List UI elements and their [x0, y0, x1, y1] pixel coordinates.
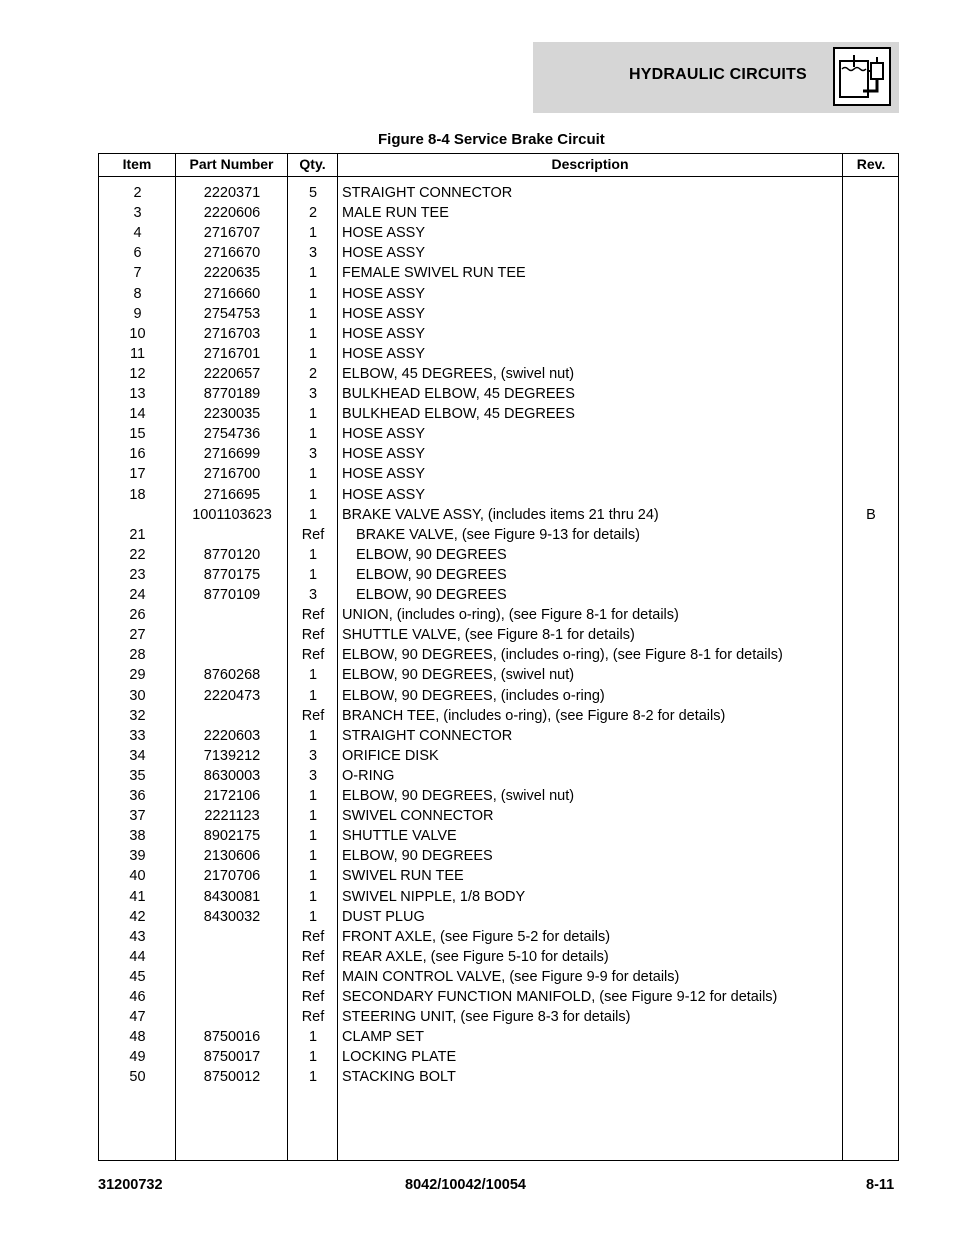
qty-cell: Ref	[301, 707, 325, 724]
item-cell: 14	[129, 406, 146, 423]
table-row	[99, 424, 898, 444]
part-number-cell: 2716700	[203, 466, 261, 483]
table-row	[99, 203, 898, 223]
qty-cell: Ref	[301, 607, 325, 624]
table-row	[99, 967, 898, 987]
item-cell: 33	[129, 727, 146, 744]
table-row	[99, 364, 898, 384]
description-cell: SHUTTLE VALVE	[342, 828, 457, 845]
description-cell: MALE RUN TEE	[342, 205, 449, 222]
qty-cell: 3	[308, 386, 318, 402]
item-cell: 28	[129, 647, 146, 664]
part-number-cell: 8630003	[203, 767, 261, 784]
part-number-cell: 2230035	[203, 406, 261, 423]
parts-table	[98, 153, 899, 1161]
item-cell: 2	[133, 185, 142, 201]
item-cell: 47	[129, 1009, 146, 1026]
table-row	[99, 324, 898, 344]
part-number-cell: 2220635	[203, 265, 261, 282]
description-cell: ELBOW, 90 DEGREES, (swivel nut)	[342, 667, 575, 684]
qty-cell: Ref	[301, 968, 325, 985]
item-cell: 36	[129, 788, 146, 804]
table-row	[99, 665, 898, 685]
table-row	[99, 1027, 898, 1047]
part-number-cell: 2716695	[203, 486, 261, 503]
table-row	[99, 907, 898, 927]
qty-cell: 1	[308, 1029, 318, 1046]
table-row	[99, 625, 898, 645]
table-row	[99, 525, 898, 545]
part-number-cell: 2754753	[203, 305, 261, 322]
part-number-cell: 8770189	[203, 386, 261, 402]
qty-cell: 1	[308, 546, 318, 563]
table-row	[99, 1047, 898, 1067]
part-number-cell: 8750016	[203, 1029, 261, 1046]
column-header-qty: Qty.	[299, 156, 326, 172]
description-cell: DUST PLUG	[342, 908, 425, 925]
description-cell: UNION, (includes o-ring), (see Figure 8-1 for details)	[342, 607, 679, 624]
description-cell: HOSE ASSY	[342, 345, 426, 362]
description-cell: HOSE ASSY	[342, 325, 426, 342]
qty-cell: 1	[308, 1069, 318, 1086]
qty-cell: 3	[308, 767, 318, 784]
qty-cell: 1	[308, 486, 318, 503]
qty-cell: 3	[308, 747, 318, 764]
column-header-description: Description	[551, 156, 629, 172]
rev-cell: B	[866, 506, 876, 523]
item-cell: 7	[133, 265, 142, 282]
item-cell: 27	[129, 627, 146, 644]
part-number-cell: 2221123	[204, 808, 260, 825]
item-cell: 41	[129, 888, 146, 905]
qty-cell: 1	[308, 265, 318, 282]
part-number-cell: 2170706	[203, 868, 261, 885]
description-cell: SHUTTLE VALVE, (see Figure 8-1 for details)	[342, 627, 635, 644]
item-cell: 38	[129, 828, 146, 845]
qty-cell: 1	[308, 687, 318, 704]
table-row	[99, 485, 898, 505]
part-number-cell: 2130606	[203, 848, 261, 865]
item-cell: 9	[133, 305, 142, 322]
part-number-cell: 8750012	[203, 1069, 261, 1086]
table-row	[99, 243, 898, 263]
header-divider	[99, 176, 898, 177]
qty-cell: 3	[308, 446, 318, 463]
item-cell: 4	[133, 225, 142, 242]
item-cell: 45	[129, 968, 146, 985]
description-cell: STRAIGHT CONNECTOR	[342, 727, 513, 744]
table-row	[99, 746, 898, 766]
qty-cell: Ref	[301, 627, 325, 644]
qty-cell: 1	[308, 788, 318, 804]
description-cell: SECONDARY FUNCTION MANIFOLD, (see Figure 9-12 for details)	[342, 989, 778, 1005]
item-cell: 16	[129, 446, 146, 463]
qty-cell: 1	[308, 848, 318, 865]
description-cell: HOSE ASSY	[342, 486, 426, 503]
item-cell: 34	[129, 747, 146, 764]
description-cell: BULKHEAD ELBOW, 45 DEGREES	[342, 406, 575, 423]
item-cell: 15	[129, 426, 146, 443]
description-cell: ELBOW, 90 DEGREES	[356, 587, 507, 603]
description-cell: HOSE ASSY	[342, 285, 426, 302]
part-number-cell: 8750017	[203, 1049, 261, 1066]
qty-cell: 1	[308, 325, 318, 342]
part-number-cell: 1001103623	[192, 506, 272, 523]
part-number-cell: 8430032	[203, 908, 261, 925]
part-number-cell: 2716703	[203, 325, 261, 342]
hydraulic-circuit-icon	[833, 47, 891, 106]
part-number-cell: 7139212	[203, 747, 261, 764]
part-number-cell: 2220657	[203, 365, 261, 382]
table-row	[99, 846, 898, 866]
table-row	[99, 605, 898, 625]
table-row	[99, 304, 898, 324]
item-cell: 40	[129, 868, 146, 885]
table-row	[99, 384, 898, 404]
part-number-cell: 2220473	[203, 687, 261, 704]
description-cell: HOSE ASSY	[342, 426, 426, 443]
qty-cell: 1	[308, 285, 318, 302]
table-row	[99, 645, 898, 665]
part-number-cell: 8760268	[203, 667, 261, 684]
description-cell: MAIN CONTROL VALVE, (see Figure 9-9 for details)	[342, 968, 680, 985]
item-cell: 42	[129, 908, 146, 925]
description-cell: ELBOW, 90 DEGREES	[342, 848, 493, 865]
item-cell: 6	[133, 245, 142, 262]
description-cell: ELBOW, 90 DEGREES, (includes o-ring)	[342, 687, 605, 704]
qty-cell: Ref	[301, 647, 325, 664]
item-cell: 43	[129, 928, 146, 945]
part-number-cell: 8430081	[203, 888, 261, 905]
item-cell: 48	[129, 1029, 146, 1046]
part-number-cell: 2220371	[203, 185, 261, 201]
table-row	[99, 505, 898, 525]
qty-cell: 1	[308, 426, 318, 443]
column-header-item: Item	[122, 156, 152, 172]
qty-cell: Ref	[301, 948, 325, 965]
description-cell: BRAKE VALVE ASSY, (includes items 21 thru 24)	[342, 506, 659, 523]
item-cell: 49	[129, 1049, 146, 1066]
item-cell: 22	[129, 546, 146, 563]
document-number: 31200732	[98, 1177, 163, 1193]
part-number-cell: 8902175	[203, 828, 261, 845]
item-cell: 29	[129, 667, 146, 684]
figure-title: Figure 8-4 Service Brake Circuit	[378, 131, 605, 148]
table-row	[99, 686, 898, 706]
part-number-cell: 2220603	[203, 727, 261, 744]
description-cell: CLAMP SET	[342, 1029, 424, 1046]
part-number-cell: 2716699	[203, 446, 261, 463]
description-cell: ORIFICE DISK	[342, 747, 439, 764]
qty-cell: 2	[308, 365, 318, 382]
table-row	[99, 887, 898, 907]
table-row	[99, 585, 898, 605]
qty-cell: 1	[308, 566, 318, 583]
description-cell: ELBOW, 90 DEGREES	[356, 546, 507, 563]
item-cell: 13	[129, 386, 146, 402]
table-row	[99, 826, 898, 846]
description-cell: SWIVEL RUN TEE	[342, 868, 464, 885]
description-cell: HOSE ASSY	[342, 446, 426, 463]
table-row	[99, 706, 898, 726]
item-cell: 17	[129, 466, 146, 483]
table-row	[99, 404, 898, 424]
qty-cell: 1	[308, 225, 318, 242]
qty-cell: 1	[308, 667, 318, 684]
description-cell: ELBOW, 90 DEGREES	[356, 566, 507, 583]
description-cell: FEMALE SWIVEL RUN TEE	[342, 265, 526, 282]
qty-cell: 1	[308, 808, 318, 825]
item-cell: 23	[129, 566, 146, 583]
table-row	[99, 1067, 898, 1087]
item-cell: 44	[129, 948, 146, 965]
table-row	[99, 464, 898, 484]
description-cell: BULKHEAD ELBOW, 45 DEGREES	[342, 386, 575, 402]
part-number-cell: 2716660	[203, 285, 261, 302]
qty-cell: 2	[308, 205, 318, 222]
qty-cell: Ref	[301, 989, 325, 1005]
description-cell: LOCKING PLATE	[342, 1049, 457, 1066]
description-cell: HOSE ASSY	[342, 225, 426, 242]
qty-cell: 1	[308, 828, 318, 845]
qty-cell: 1	[308, 868, 318, 885]
part-number-cell: 8770120	[203, 546, 261, 563]
description-cell: REAR AXLE, (see Figure 5-10 for details)	[342, 948, 609, 965]
qty-cell: 1	[308, 466, 318, 483]
qty-cell: 1	[308, 1049, 318, 1066]
qty-cell: Ref	[301, 526, 325, 543]
table-row	[99, 545, 898, 565]
qty-cell: 3	[308, 587, 318, 603]
description-cell: ELBOW, 90 DEGREES, (includes o-ring), (see Figure 8-1 for details)	[342, 647, 783, 664]
table-row	[99, 183, 898, 203]
part-number-cell: 8770109	[203, 587, 261, 603]
item-cell: 21	[129, 526, 146, 543]
description-cell: HOSE ASSY	[342, 245, 426, 262]
table-row	[99, 766, 898, 786]
description-cell: SWIVEL NIPPLE, 1/8 BODY	[342, 888, 526, 905]
table-row	[99, 806, 898, 826]
item-cell: 18	[129, 486, 146, 503]
description-cell: STACKING BOLT	[342, 1069, 456, 1086]
description-cell: BRAKE VALVE, (see Figure 9-13 for details)	[356, 526, 640, 543]
item-cell: 26	[129, 607, 146, 624]
item-cell: 35	[129, 767, 146, 784]
description-cell: ELBOW, 90 DEGREES, (swivel nut)	[342, 788, 575, 804]
item-cell: 3	[133, 205, 142, 222]
item-cell: 8	[133, 285, 142, 302]
part-number-cell: 2716707	[203, 225, 261, 242]
qty-cell: 1	[308, 727, 318, 744]
qty-cell: Ref	[301, 928, 325, 945]
item-cell: 50	[129, 1069, 146, 1086]
description-cell: HOSE ASSY	[342, 466, 426, 483]
description-cell: FRONT AXLE, (see Figure 5-2 for details)	[342, 928, 611, 945]
table-row	[99, 223, 898, 243]
page-number: 8-11	[866, 1177, 895, 1193]
item-cell: 11	[129, 345, 146, 362]
description-cell: HOSE ASSY	[342, 305, 426, 322]
model-numbers: 8042/10042/10054	[405, 1177, 526, 1193]
item-cell: 46	[129, 989, 146, 1005]
part-number-cell: 2754736	[203, 426, 261, 443]
qty-cell: 1	[308, 406, 318, 423]
part-number-cell: 2716670	[203, 245, 261, 262]
item-cell: 24	[129, 587, 146, 603]
table-row	[99, 786, 898, 806]
table-row	[99, 284, 898, 304]
table-row	[99, 927, 898, 947]
item-cell: 12	[129, 365, 146, 382]
description-cell: STEERING UNIT, (see Figure 8-3 for details)	[342, 1009, 631, 1026]
part-number-cell: 2172106	[203, 788, 261, 804]
qty-cell: 1	[308, 506, 318, 523]
table-row	[99, 444, 898, 464]
table-row	[99, 947, 898, 967]
qty-cell: Ref	[301, 1009, 325, 1026]
table-row	[99, 565, 898, 585]
table-row	[99, 263, 898, 283]
section-title: HYDRAULIC CIRCUITS	[629, 66, 807, 83]
description-cell: O-RING	[342, 767, 395, 784]
qty-cell: 1	[308, 305, 318, 322]
qty-cell: 3	[308, 245, 318, 262]
item-cell: 39	[129, 848, 146, 865]
table-row	[99, 726, 898, 746]
part-number-cell: 2220606	[203, 205, 261, 222]
qty-cell: 1	[308, 345, 318, 362]
item-cell: 30	[129, 687, 146, 704]
description-cell: BRANCH TEE, (includes o-ring), (see Figure 8-2 for details)	[342, 707, 726, 724]
part-number-cell: 2716701	[203, 345, 261, 362]
qty-cell: 5	[308, 185, 318, 201]
table-row	[99, 344, 898, 364]
description-cell: ELBOW, 45 DEGREES, (swivel nut)	[342, 365, 575, 382]
table-row	[99, 866, 898, 886]
part-number-cell: 8770175	[203, 566, 261, 583]
table-row	[99, 1007, 898, 1027]
item-cell: 32	[129, 707, 146, 724]
column-header-rev: Rev.	[856, 156, 886, 172]
item-cell: 37	[129, 808, 146, 825]
item-cell: 10	[129, 325, 146, 342]
column-header-part-number: Part Number	[189, 156, 274, 172]
qty-cell: 1	[308, 888, 318, 905]
description-cell: SWIVEL CONNECTOR	[342, 808, 494, 825]
table-row	[99, 987, 898, 1007]
description-cell: STRAIGHT CONNECTOR	[342, 185, 513, 201]
qty-cell: 1	[308, 908, 318, 925]
